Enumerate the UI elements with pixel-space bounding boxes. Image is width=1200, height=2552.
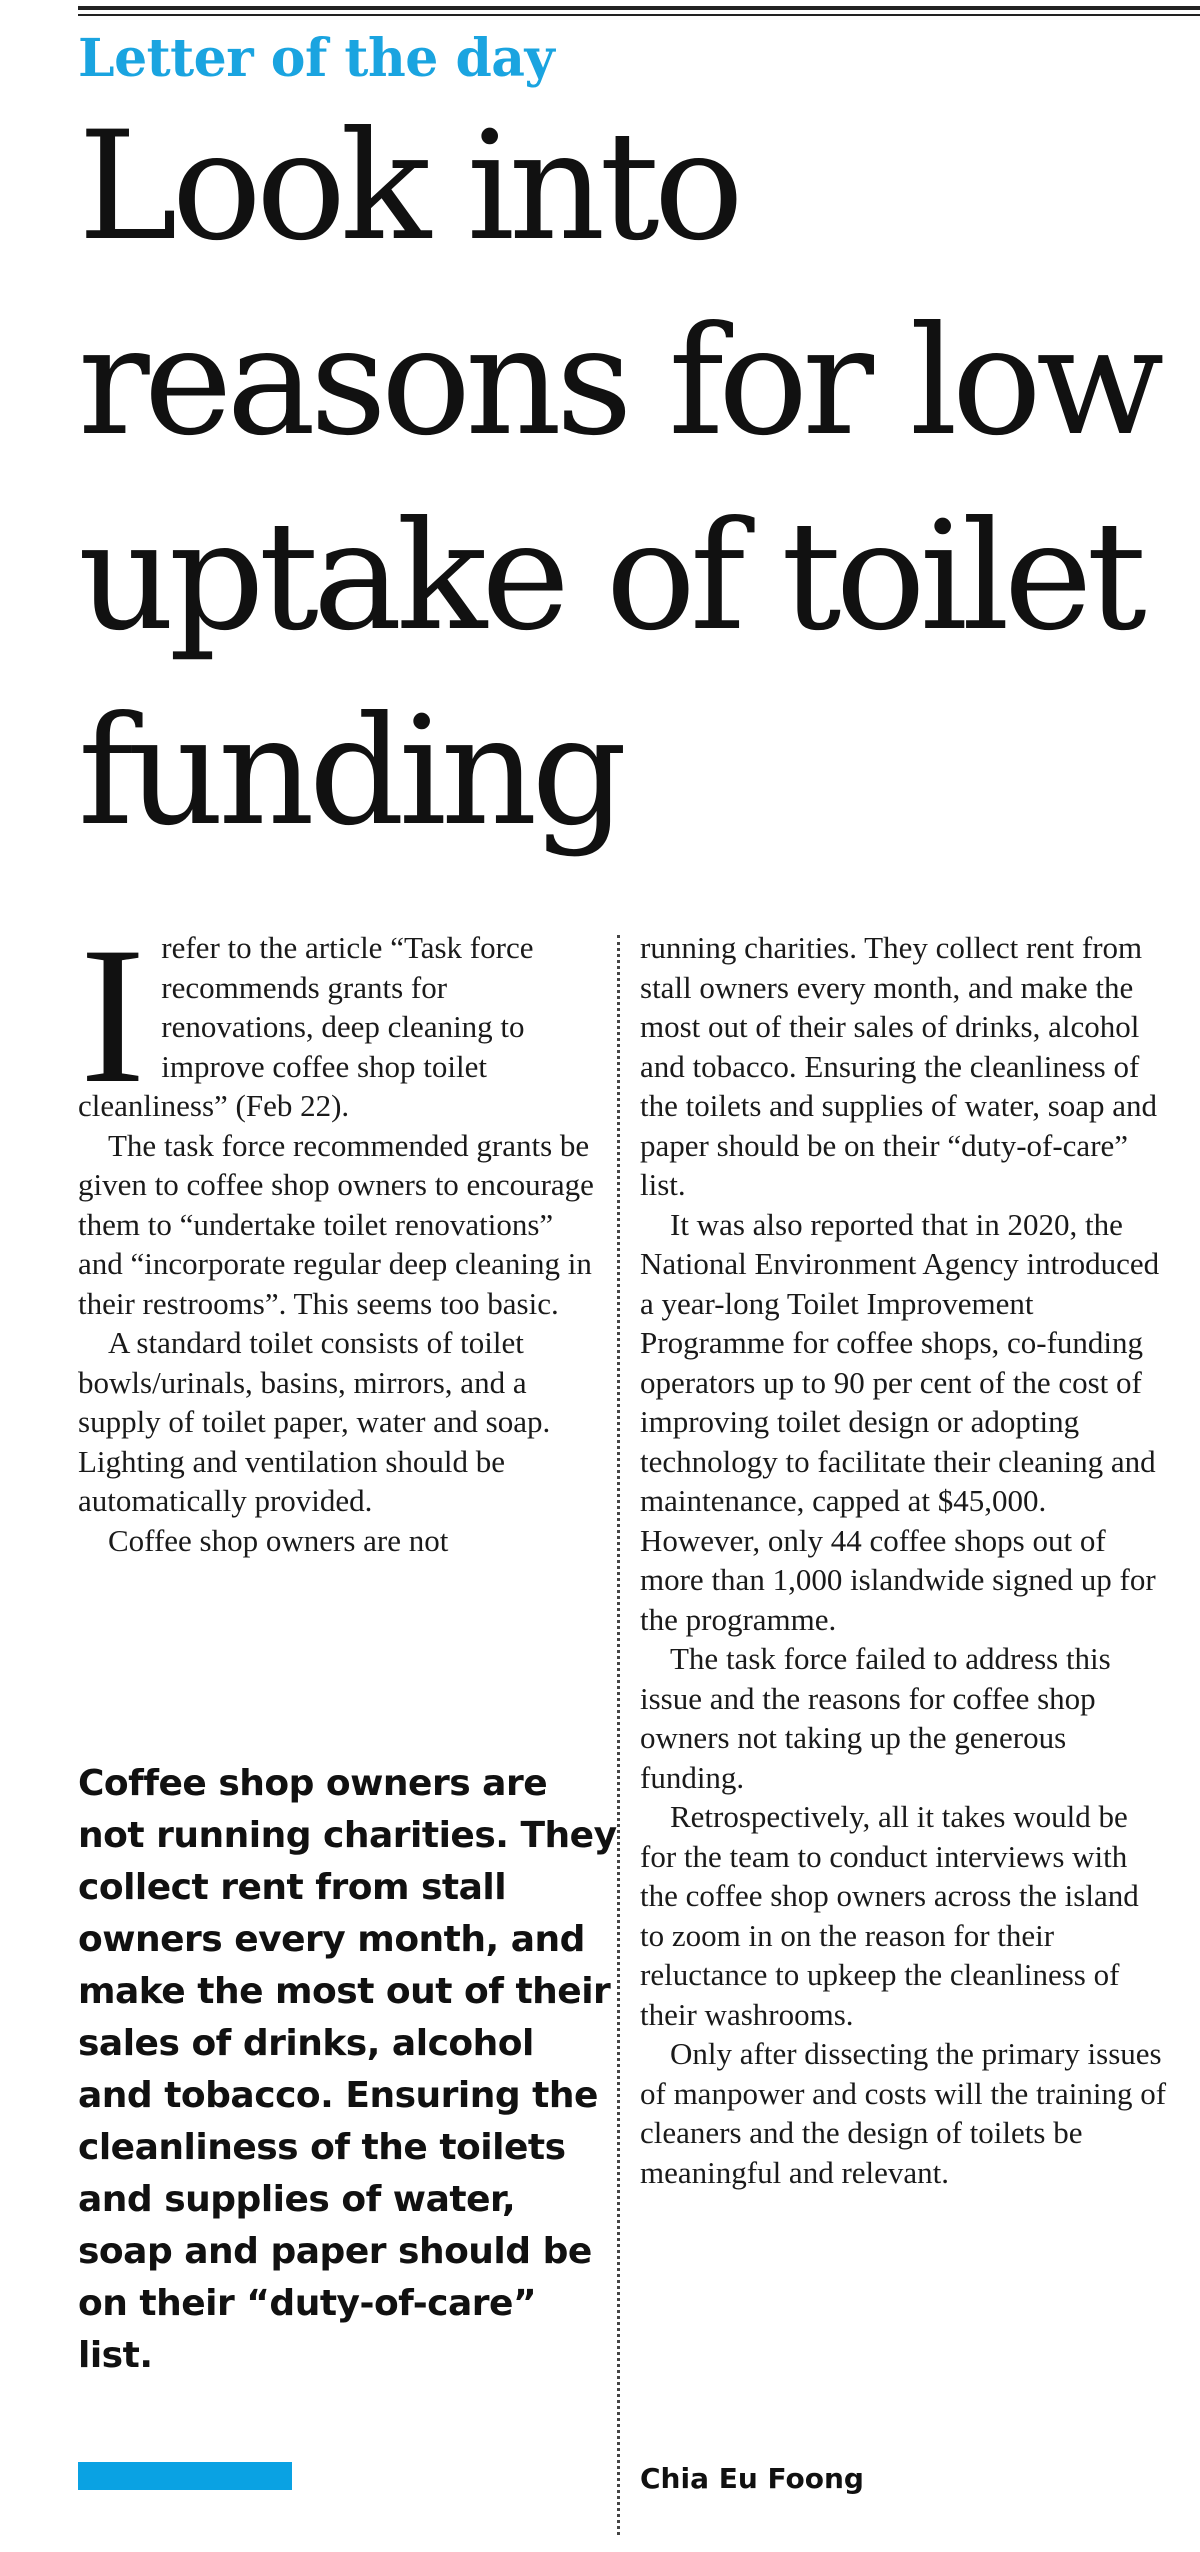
article-column-right [640, 928, 1170, 2192]
article-headline: Look into reasons for low uptake of toilet funding [78, 100, 1159, 859]
author-byline: Chia Eu Foong [640, 2462, 864, 2495]
pull-quote: Coffee shop owners are not running charities. They collect rent from stall owners every month, and make the most out of their sales of drinks, alcohol and tobacco. Ensuring the cleanliness of the toilets and supplies of water, soap and paper should be on their “duty-of-care” list. [78, 1763, 617, 2376]
drop-cap: I [80, 907, 146, 1124]
body-paragraph: It was also reported that in 2020, the National Environment Agency introduced a year-long Toilet Improvement Programme for coffee shops, co-funding operators up to 90 per cent of the cost of improving toilet design or adopting technology to facilitate their cleaning and maintenance, capped at $45,000. However, only 44 coffee shops out of more than 1,000 islandwide signed up for the programme. [640, 1206, 1160, 1637]
body-paragraph: Retrospectively, all it takes would be for the team to conduct interviews with the coffee shop owners across the island to zoom in on the reason for their reluctance to upkeep the cleanliness of their washrooms. [640, 1799, 1139, 2032]
body-paragraph: The task force recommended grants be given to coffee shop owners to encourage them to “undertake toilet renovations” and “incorporate regular deep cleaning in their restrooms”. This seems too basic. [78, 1127, 594, 1321]
article-column-left [78, 907, 598, 1560]
body-paragraph: running charities. They collect rent from stall owners every month, and make the most out of their sales of drinks, alcohol and tobacco. Ensuring the cleanliness of the toilets and supplies of water, soap and paper should be on their “duty-of-care” list. [640, 930, 1158, 1202]
top-rule-thin [78, 14, 1200, 16]
accent-bar [78, 2462, 292, 2490]
top-rule [78, 6, 1200, 10]
body-paragraph: A standard toilet consists of toilet bowls/urinals, basins, mirrors, and a supply of toilet paper, water and soap. Lighting and ventilation should be automatically provided. [78, 1325, 551, 1518]
body-paragraph: Coffee shop owners are not [108, 1522, 449, 1558]
section-kicker: Letter of the day [78, 28, 555, 89]
body-paragraph: Only after dissecting the primary issues of manpower and costs will the training of cleaners and the design of toilets be meaningful and relevant. [640, 2036, 1167, 2190]
body-paragraph: refer to the article “Task force recommends grants for renovations, deep cleaning to improve coffee shop toilet cleanliness” (Feb 22). [78, 930, 534, 1123]
body-paragraph: The task force failed to address this issue and the reasons for coffee shop owners not taking up the generous funding. [640, 1641, 1111, 1795]
